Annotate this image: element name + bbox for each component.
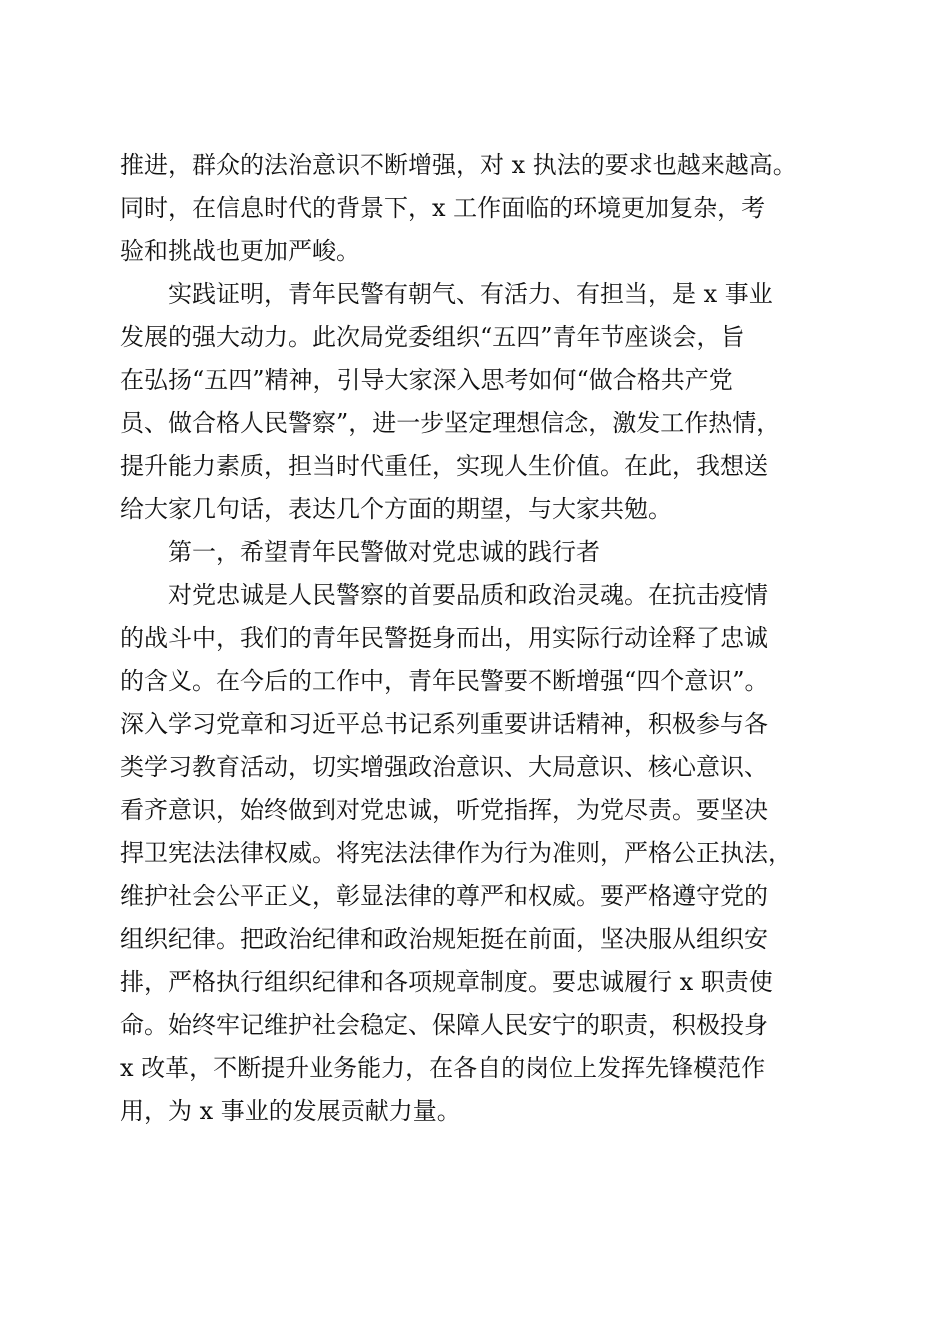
- paragraph-line: 命。始终牢记维护社会稳定、保障人民安宁的职责，积极投身: [120, 1011, 768, 1039]
- paragraph-line: 维护社会公平正义，彰显法律的尊严和权威。要严格遵守党的: [120, 882, 768, 910]
- paragraph-line: 同时，在信息时代的背景下，x 工作面临的环境更加复杂，考: [120, 194, 766, 222]
- paragraph-line: 组织纪律。把政治纪律和政治规矩挺在前面，坚决服从组织安: [120, 925, 768, 953]
- paragraph-line: 给大家几句话，表达几个方面的期望，与大家共勉。: [120, 495, 672, 523]
- paragraph-line: 看齐意识，始终做到对党忠诚，听党指挥，为党尽责。要坚决: [120, 796, 768, 824]
- paragraph-line: 的战斗中，我们的青年民警挺身而出，用实际行动诠释了忠诚: [120, 624, 768, 652]
- section-heading: 第一，希望青年民警做对党忠诚的践行者: [168, 538, 600, 566]
- paragraph-line: 员、做合格人民警察”，进一步坚定理想信念，激发工作热情，: [120, 409, 781, 437]
- paragraph-line: 的含义。在今后的工作中，青年民警要不断增强“四个意识”。: [120, 667, 769, 695]
- paragraph-line: 捍卫宪法法律权威。将宪法法律作为行为准则，严格公正执法，: [120, 839, 792, 867]
- paragraph-line: 排，严格执行组织纪律和各项规章制度。要忠诚履行 x 职责使: [120, 968, 773, 996]
- paragraph-line: 提升能力素质，担当时代重任，实现人生价值。在此，我想送: [120, 452, 768, 480]
- paragraph-line: 推进，群众的法治意识不断增强，对 x 执法的要求也越来越高。: [120, 151, 797, 179]
- paragraph-line: 类学习教育活动，切实增强政治意识、大局意识、核心意识、: [120, 753, 768, 781]
- paragraph-line: 在弘扬“五四”精神，引导大家深入思考如何“做合格共产党: [120, 366, 733, 394]
- document-body: [120, 144, 840, 1133]
- paragraph-line: 验和挑战也更加严峻。: [120, 237, 360, 265]
- paragraph-line: x 改革，不断提升业务能力，在各自的岗位上发挥先锋模范作: [120, 1054, 766, 1082]
- paragraph-line: 对党忠诚是人民警察的首要品质和政治灵魂。在抗击疫情: [168, 581, 768, 609]
- paragraph-line: 深入学习党章和习近平总书记系列重要讲话精神，积极参与各: [120, 710, 768, 738]
- paragraph-line: 实践证明，青年民警有朝气、有活力、有担当，是 x 事业: [168, 280, 773, 308]
- paragraph-line: 用，为 x 事业的发展贡献力量。: [120, 1097, 461, 1125]
- paragraph-line: 发展的强大动力。此次局党委组织“五四”青年节座谈会，旨: [120, 323, 745, 351]
